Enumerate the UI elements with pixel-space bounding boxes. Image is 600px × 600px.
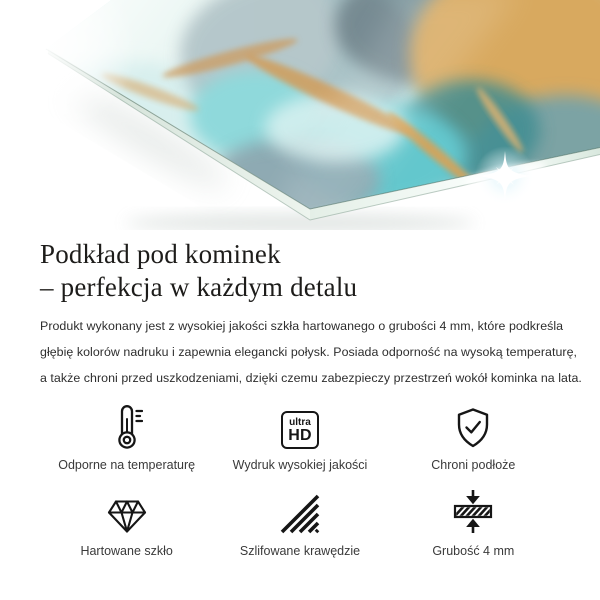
- page-title-line2: – perfekcja w każdym detalu: [40, 272, 358, 302]
- feature-label: Hartowane szkło: [80, 544, 173, 558]
- diamond-icon: [106, 489, 148, 535]
- glass-panel-artwork: [0, 0, 600, 230]
- thickness-4mm-icon: [452, 489, 494, 535]
- feature-print-quality: [213, 403, 386, 472]
- sparkle-highlight: [475, 146, 535, 206]
- description-line: a także chroni przed uszkodzeniami, dzięki czemu zabezpieczy przestrzeń wokół kominka na lata.: [40, 371, 582, 385]
- feature-label: Wydruk wysokiej jakości: [232, 458, 368, 472]
- feature-tempered-glass: [40, 489, 213, 558]
- polished-edges-icon: [279, 489, 321, 535]
- feature-label: Chroni podłoże: [431, 458, 516, 472]
- description-line: głębię kolorów nadruku i zapewnia elegancki połysk. Posiada odporność na wysoką temperaturę,: [40, 345, 578, 359]
- shield-check-icon: [453, 403, 493, 449]
- feature-protects-floor: [387, 403, 560, 472]
- product-photo: [0, 0, 600, 230]
- feature-label: Odporne na temperaturę: [58, 458, 196, 472]
- page-title-line1: Podkład pod kominek: [40, 239, 281, 269]
- feature-temperature: [40, 403, 213, 472]
- ultra-hd-top-text: ultra: [289, 416, 311, 428]
- thermometer-icon: [111, 403, 143, 449]
- feature-grid: [40, 403, 560, 558]
- feature-label: Grubość 4 mm: [432, 544, 515, 558]
- page-title: [40, 238, 560, 304]
- feature-thickness: [387, 489, 560, 558]
- ultra-hd-bottom-text: HD: [288, 426, 312, 444]
- description-line: Produkt wykonany jest z wysokiej jakości szkła hartowanego o grubości 4 mm, które podkreśla: [40, 319, 564, 333]
- feature-label: Szlifowane krawędzie: [239, 544, 361, 558]
- ultra-hd-icon: [281, 403, 319, 449]
- feature-polished-edges: [213, 489, 386, 558]
- product-description: [40, 313, 582, 391]
